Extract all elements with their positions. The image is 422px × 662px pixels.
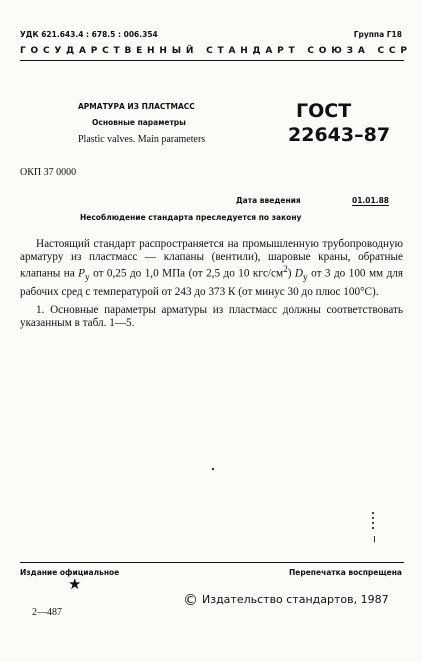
copyright-icon: ©: [183, 591, 198, 609]
scan-speck: [212, 468, 214, 470]
gost-label: ГОСТ: [296, 100, 352, 122]
gost-number: 22643–87: [288, 124, 391, 146]
scope-paragraph: [20, 238, 403, 299]
title-russian: АРМАТУРА ИЗ ПЛАСТМАСС: [78, 102, 195, 111]
clause-1-paragraph: 1. Основные параметры арматуры из пластмасс должны соответствовать указанным в табл. 1—5.: [20, 304, 403, 330]
unit-superscript: 2: [283, 265, 288, 276]
copyright-text: Издательство стандартов, 1987: [202, 593, 389, 606]
okp-code: ОКП 37 0000: [20, 167, 77, 178]
group-code: Группа Г18: [353, 30, 402, 39]
copyright-notice: [183, 591, 389, 609]
intro-date-label: Дата введения: [236, 196, 301, 205]
scope-text-b: от 0,25 до 1,0 МПа (от 2,5 до 10 кгс/см: [89, 268, 284, 281]
state-standard-heading: ГОСУДАРСТВЕННЫЙ СТАНДАРТ СОЮЗА ССР: [20, 46, 412, 56]
scope-text-a: Настоящий стандарт распространяется на промышленную трубопроводную арматуру из пластмасс — клапаны (вентили), шаровые краны, обратные клапаны на: [20, 238, 403, 281]
official-edition-label: Издание официальное: [20, 568, 120, 577]
scope-text-d: от 3 до 100 мм для рабочих сред с температурой от 243 до 373 К (от минус 30 до плюс 100°С).: [20, 268, 403, 298]
scan-speck: [374, 536, 375, 542]
diameter-subscript: y: [303, 273, 308, 284]
title-english: Plastic valves. Main parameters: [78, 134, 206, 145]
reprint-prohibited-label: Перепечатка воспрещена: [288, 568, 402, 577]
subtitle-russian: Основные параметры: [92, 118, 186, 127]
footer-rule: [20, 562, 404, 563]
diameter-symbol: D: [294, 268, 304, 281]
page-code: 2—487: [32, 607, 62, 618]
pressure-symbol: P: [78, 268, 85, 281]
star-icon: ★: [68, 577, 82, 593]
intro-date-value: 01.01.88: [352, 196, 390, 205]
scope-text-c: ): [287, 268, 295, 281]
legal-warning: Несоблюдение стандарта преследуется по закону: [80, 213, 302, 222]
udk-code: УДК 621.643.4 : 678.5 : 006.354: [20, 30, 158, 39]
pressure-subscript: y: [85, 273, 90, 284]
scan-dotted-mark: [372, 512, 374, 532]
header-rule: [20, 60, 404, 61]
